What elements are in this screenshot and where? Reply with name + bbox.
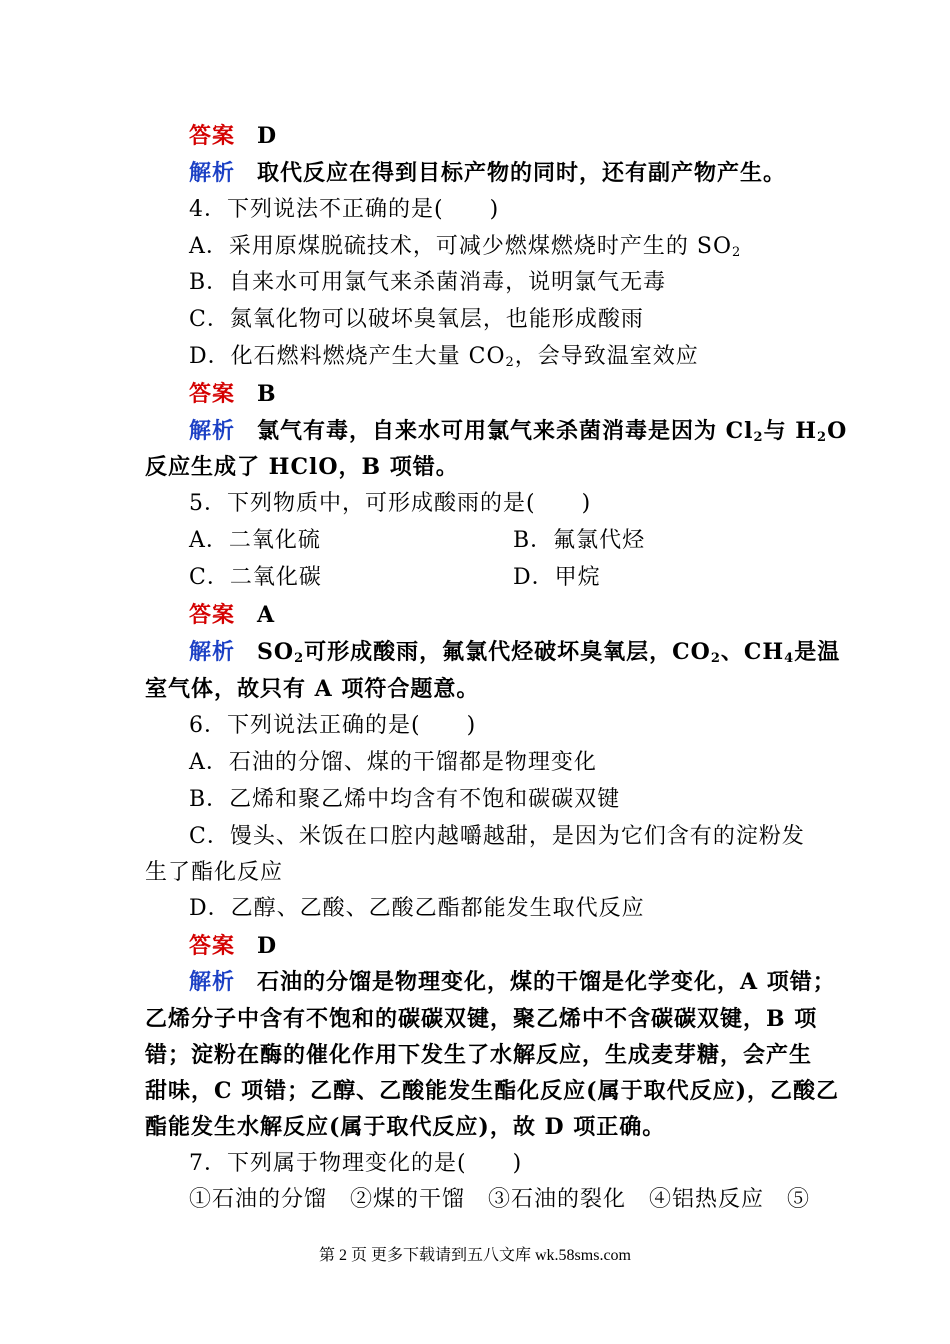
q4-answer-line (189, 376, 812, 412)
q4-option-b: B．自来水可用氯气来杀菌消毒，说明氯气无毒 (189, 270, 667, 295)
q4-analysis-sub1: 2 (753, 430, 764, 445)
q4-option-d-text: D．化石燃料燃烧产生大量 CO (189, 344, 506, 369)
q4-option-a-sub: 2 (732, 245, 742, 260)
q5-analysis-sub2: 2 (710, 651, 721, 666)
q4-analysis-a: 氯气有毒，自来水可用氯气来杀菌消毒是因为 Cl (257, 418, 754, 444)
q6-option-c-line-1: C．馒头、米饭在口腔内越嚼越甜，是因为它们含有的淀粉发 (189, 824, 805, 849)
q5-stem: 5．下列物质中，可形成酸雨的是( ) (189, 491, 592, 516)
q5-option-d: D．甲烷 (513, 565, 601, 590)
q4-analysis-b: 与 H (763, 418, 818, 444)
q6-answer-line (189, 928, 812, 964)
answer-label: 答案 (189, 933, 236, 959)
q6-option-b: B．乙烯和聚乙烯中均含有不饱和碳碳双键 (189, 787, 621, 812)
q5-answer-line (189, 597, 812, 633)
q4-option-d (189, 339, 812, 375)
q7-stem: 7．下列属于物理变化的是( ) (189, 1151, 523, 1176)
q5-analysis-line-2: 室气体，故只有 A 项符合题意。 (145, 676, 480, 702)
q4-analysis-sub2: 2 (817, 430, 828, 445)
q4-option-c: C．氮氧化物可以破坏臭氧层，也能形成酸雨 (189, 307, 644, 332)
q5-options-row-1 (189, 523, 812, 559)
q5-option-a: A．二氧化硫 (189, 528, 321, 553)
q4-option-a (189, 229, 812, 265)
q5-option-c: C．二氧化碳 (189, 565, 322, 590)
q6-option-d: D．乙醇、乙酸、乙酸乙酯都能发生取代反应 (189, 896, 645, 921)
analysis-label: 解析 (189, 160, 236, 186)
answer-label: 答案 (189, 602, 236, 628)
q3-answer-line (189, 118, 812, 154)
q4-option-d-post: ，会导致温室效应 (514, 344, 699, 369)
q5-analysis-a: SO (257, 639, 295, 665)
q6-analysis-line-5: 酯能发生水解反应(属于取代反应)，故 D 项正确。 (145, 1114, 666, 1140)
q5-analysis-sub3: 4 (784, 651, 795, 666)
q6-analysis-line-2: 乙烯分子中含有不饱和的碳碳双键，聚乙烯中不含碳碳双键，B 项 (145, 1006, 818, 1032)
q7-options: ①石油的分馏 ②煤的干馏 ③石油的裂化 ④铝热反应 ⑤ (189, 1187, 811, 1212)
analysis-label: 解析 (189, 639, 236, 665)
q4-analysis-line-1 (189, 413, 848, 449)
q6-analysis-line-1 (189, 964, 836, 1000)
q4-stem: 4．下列说法不正确的是( ) (189, 197, 500, 222)
q3-answer: D (257, 123, 278, 149)
q6-option-a: A．石油的分馏、煤的干馏都是物理变化 (189, 750, 597, 775)
q5-option-b: B．氟氯代烃 (513, 528, 646, 553)
q4-analysis-c: O (827, 418, 848, 444)
q4-option-a-text: A．采用原煤脱硫技术，可减少燃煤燃烧时产生的 SO (189, 234, 732, 259)
q5-answer: A (257, 602, 276, 628)
q5-analysis-sub1: 2 (294, 651, 305, 666)
q5-analysis-d: 是温 (794, 639, 841, 665)
q5-analysis-line-1 (189, 634, 841, 670)
analysis-label: 解析 (189, 969, 236, 995)
q6-analysis-line-4: 甜味，C 项错；乙醇、乙酸能发生酯化反应(属于取代反应)，乙酸乙 (145, 1078, 839, 1104)
q4-analysis-line-2: 反应生成了 HClO，B 项错。 (145, 454, 459, 480)
q5-analysis-b: 可形成酸雨，氟氯代烃破坏臭氧层，CO (304, 639, 711, 665)
q3-analysis-line (189, 155, 812, 191)
q6-option-c-line-2: 生了酯化反应 (145, 860, 284, 885)
answer-label: 答案 (189, 123, 236, 149)
page-footer: 第 2 页 更多下载请到五八文库 wk.58sms.com (318, 1247, 631, 1264)
q6-analysis-1: 石油的分馏是物理变化，煤的干馏是化学变化，A 项错； (257, 969, 836, 995)
q4-answer: B (257, 381, 277, 407)
analysis-label: 解析 (189, 418, 236, 444)
q5-analysis-c: 、CH (720, 639, 785, 665)
q6-answer: D (257, 933, 278, 959)
q6-analysis-line-3: 错；淀粉在酶的催化作用下发生了水解反应，生成麦芽糖，会产生 (145, 1042, 813, 1068)
q3-analysis: 取代反应在得到目标产物的同时，还有副产物产生。 (257, 160, 787, 186)
q6-stem: 6．下列说法正确的是( ) (189, 713, 477, 738)
answer-label: 答案 (189, 381, 236, 407)
q4-option-d-sub: 2 (505, 355, 515, 370)
